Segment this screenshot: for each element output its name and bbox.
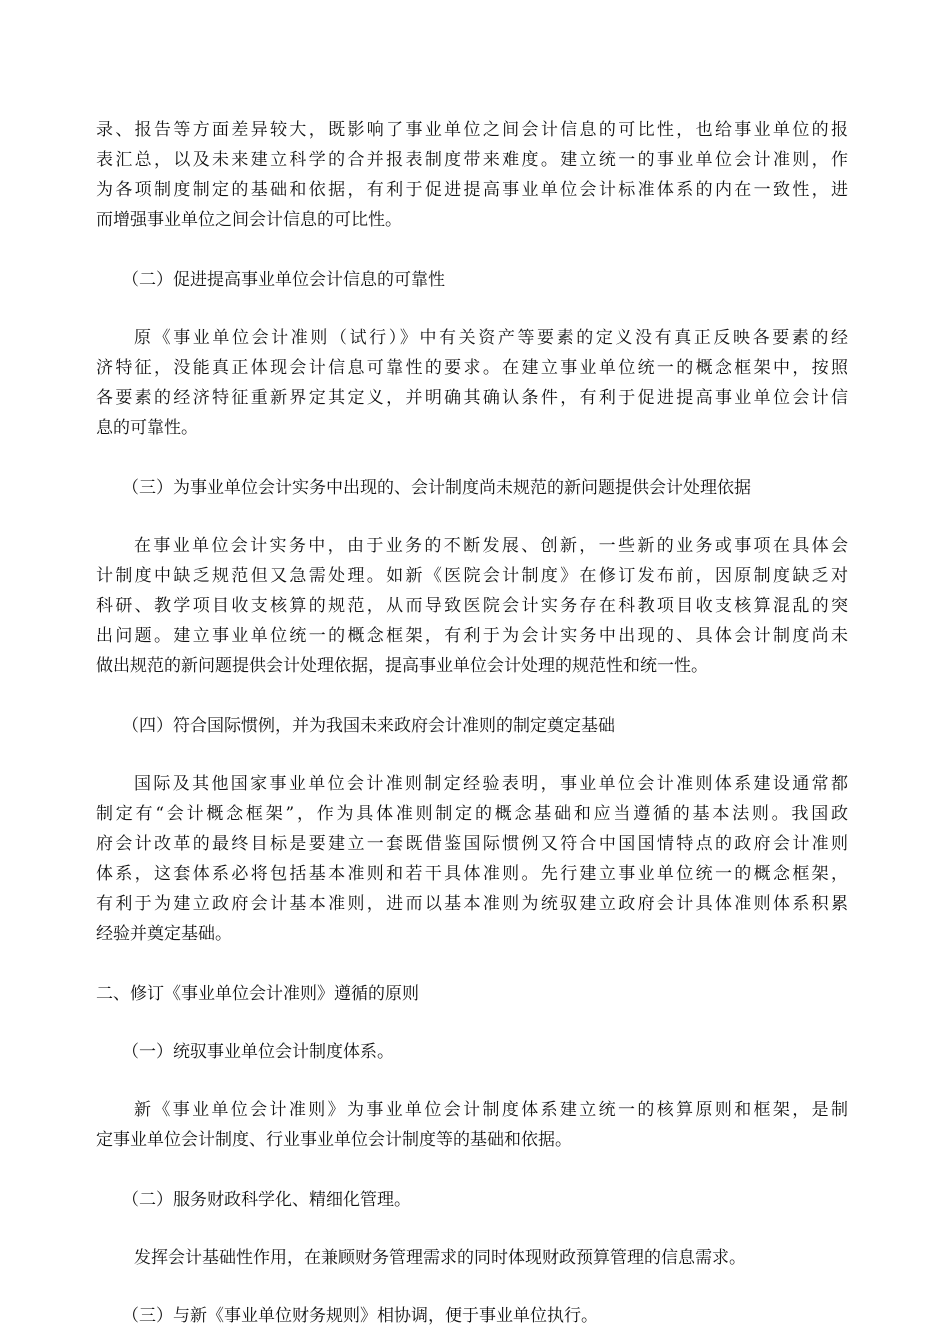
- subheading-govern-system: （一）统驭事业单位会计制度体系。: [122, 1042, 394, 1062]
- text-line: 录、报告等方面差异较大，既影响了事业单位之间会计信息的可比性，也给事业单位的报: [96, 120, 848, 140]
- paragraph-new-problems: [96, 531, 848, 681]
- text-line: 息的可靠性。: [96, 418, 198, 438]
- document-page: [96, 115, 848, 1331]
- text-line: 府会计改革的最终目标是要建立一套既借鉴国际惯例又符合中国国情特点的政府会计准则: [96, 834, 848, 854]
- text-line: 科研、教学项目收支核算的规范，从而导致医院会计实务存在科教项目收支核算混乱的突: [96, 596, 848, 616]
- text-line: 制定有“会计概念框架”，作为具体准则制定的概念基础和应当遵循的基本法则。我国政: [96, 804, 848, 824]
- paragraph-reliability: [96, 323, 848, 443]
- text-line: 在事业单位会计实务中，由于业务的不断发展、创新，一些新的业务或事项在具体会: [134, 536, 848, 556]
- text-line: 济特征，没能真正体现会计信息可靠性的要求。在建立事业单位统一的概念框架中，按照: [96, 358, 848, 378]
- subheading-fiscal-management: （二）服务财政科学化、精细化管理。: [122, 1190, 411, 1210]
- text-line: 做出规范的新问题提供会计处理依据，提高事业单位会计处理的规范性和统一性。: [96, 656, 708, 676]
- paragraph-comparability: [96, 115, 848, 235]
- text-line: 为各项制度制定的基础和依据，有利于促进提高事业单位会计标准体系的内在一致性，进: [96, 180, 848, 200]
- paragraph-govern-system: [96, 1095, 848, 1155]
- text-line: 有利于为建立政府会计基本准则，进而以基本准则为统驭建立政府会计具体准则体系积累: [96, 894, 848, 914]
- text-line: 体系，这套体系必将包括基本准则和若干具体准则。先行建立事业单位统一的概念框架，: [96, 864, 848, 884]
- text-line: 各要素的经济特征重新界定其定义，并明确其确认条件，有利于促进提高事业单位会计信: [96, 388, 848, 408]
- text-line: 新《事业单位会计准则》为事业单位会计制度体系建立统一的核算原则和框架，是制: [134, 1100, 848, 1120]
- section-heading-principles: 二、修订《事业单位会计准则》遵循的原则: [96, 984, 419, 1004]
- text-line: 表汇总，以及未来建立科学的合并报表制度带来难度。建立统一的事业单位会计准则，作: [96, 150, 848, 170]
- paragraph-fiscal-management: [96, 1243, 848, 1273]
- text-line: 计制度中缺乏规范但又急需处理。如新《医院会计制度》在修订发布前，因原制度缺乏对: [96, 566, 848, 586]
- text-line: 定事业单位会计制度、行业事业单位会计制度等的基础和依据。: [96, 1130, 572, 1150]
- paragraph-international-practice: [96, 769, 848, 949]
- subheading-financial-rules: （三）与新《事业单位财务规则》相协调，便于事业单位执行。: [122, 1306, 598, 1326]
- text-line: 国际及其他国家事业单位会计准则制定经验表明，事业单位会计准则体系建设通常都: [134, 774, 848, 794]
- text-line: 发挥会计基础性作用，在兼顾财务管理需求的同时体现财政预算管理的信息需求。: [134, 1248, 746, 1268]
- text-line: 原《事业单位会计准则（试行）》中有关资产等要素的定义没有真正反映各要素的经: [134, 328, 848, 348]
- text-line: 经验并奠定基础。: [96, 924, 232, 944]
- subheading-reliability: （二）促进提高事业单位会计信息的可靠性: [122, 270, 445, 290]
- subheading-international-practice: （四）符合国际惯例，并为我国未来政府会计准则的制定奠定基础: [122, 716, 615, 736]
- text-line: 而增强事业单位之间会计信息的可比性。: [96, 210, 402, 230]
- text-line: 出问题。建立事业单位统一的概念框架，有利于为会计实务中出现的、具体会计制度尚未: [96, 626, 848, 646]
- subheading-new-problems: （三）为事业单位会计实务中出现的、会计制度尚未规范的新问题提供会计处理依据: [122, 478, 751, 498]
